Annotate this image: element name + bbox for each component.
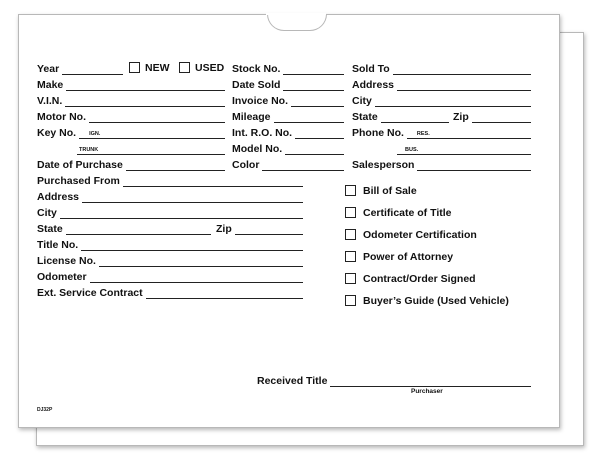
sold-to-field[interactable]: Sold To [352, 61, 531, 75]
used-label: USED [195, 62, 225, 74]
contract-order-signed-checkbox[interactable] [345, 273, 356, 284]
odometer-field[interactable]: Odometer [37, 269, 303, 283]
odometer-certification-checkbox[interactable] [345, 229, 356, 240]
certificate-of-title-checkbox[interactable] [345, 207, 356, 218]
bus-sublabel: BUS. [397, 143, 531, 155]
phone-res-field[interactable]: Phone No. RES. [352, 125, 531, 139]
purchased-city-field[interactable]: City [37, 205, 303, 219]
sold-state-field[interactable]: State [352, 109, 449, 123]
model-no-field[interactable]: Model No. [232, 141, 344, 155]
vin-field[interactable]: V.I.N. [37, 93, 225, 107]
bill-of-sale-label: Bill of Sale [363, 185, 417, 197]
ext-service-contract-field[interactable]: Ext. Service Contract [37, 285, 303, 299]
motor-no-field[interactable]: Motor No. [37, 109, 225, 123]
power-of-attorney-checkbox[interactable] [345, 251, 356, 262]
power-of-attorney-label: Power of Attorney [363, 251, 454, 263]
purchased-zip-field[interactable]: Zip [216, 221, 303, 235]
sold-zip-field[interactable]: Zip [453, 109, 531, 123]
odometer-certification-label: Odometer Certification [363, 229, 477, 241]
purchased-from-field[interactable]: Purchased From [37, 173, 303, 187]
phone-bus-field[interactable] [397, 141, 531, 155]
int-ro-no-field[interactable]: Int. R.O. No. [232, 125, 344, 139]
year-field[interactable]: Year [37, 61, 123, 75]
purchased-address-field[interactable]: Address [37, 189, 303, 203]
date-sold-field[interactable]: Date Sold [232, 77, 344, 91]
key-no-ign-field[interactable]: Key No. IGN. [37, 125, 225, 139]
color-field[interactable]: Color [232, 157, 344, 171]
ign-sublabel: IGN. [79, 127, 225, 139]
new-checkbox[interactable] [129, 62, 140, 73]
date-of-purchase-field[interactable]: Date of Purchase [37, 157, 225, 171]
res-sublabel: RES. [407, 127, 531, 139]
received-title-field[interactable]: Received Title [257, 373, 531, 387]
form-code: DJ32P [37, 407, 53, 413]
trunk-sublabel: TRUNK [77, 143, 225, 155]
new-label: NEW [145, 62, 170, 74]
buyers-guide-label: Buyer’s Guide (Used Vehicle) [363, 295, 509, 307]
sold-city-field[interactable]: City [352, 93, 531, 107]
title-no-field[interactable]: Title No. [37, 237, 303, 251]
deal-jacket-form [18, 14, 560, 428]
mileage-field[interactable]: Mileage [232, 109, 344, 123]
thumb-notch [267, 14, 327, 31]
certificate-of-title-label: Certificate of Title [363, 207, 452, 219]
invoice-no-field[interactable]: Invoice No. [232, 93, 344, 107]
purchased-state-field[interactable]: State [37, 221, 211, 235]
buyers-guide-checkbox[interactable] [345, 295, 356, 306]
contract-order-signed-label: Contract/Order Signed [363, 273, 476, 285]
used-checkbox[interactable] [179, 62, 190, 73]
sold-address-field[interactable]: Address [352, 77, 531, 91]
stock-no-field[interactable]: Stock No. [232, 61, 344, 75]
key-no-trunk-field[interactable] [77, 141, 225, 155]
purchaser-caption: Purchaser [411, 388, 443, 395]
make-field[interactable]: Make [37, 77, 225, 91]
bill-of-sale-checkbox[interactable] [345, 185, 356, 196]
salesperson-field[interactable]: Salesperson [352, 157, 531, 171]
license-no-field[interactable]: License No. [37, 253, 303, 267]
